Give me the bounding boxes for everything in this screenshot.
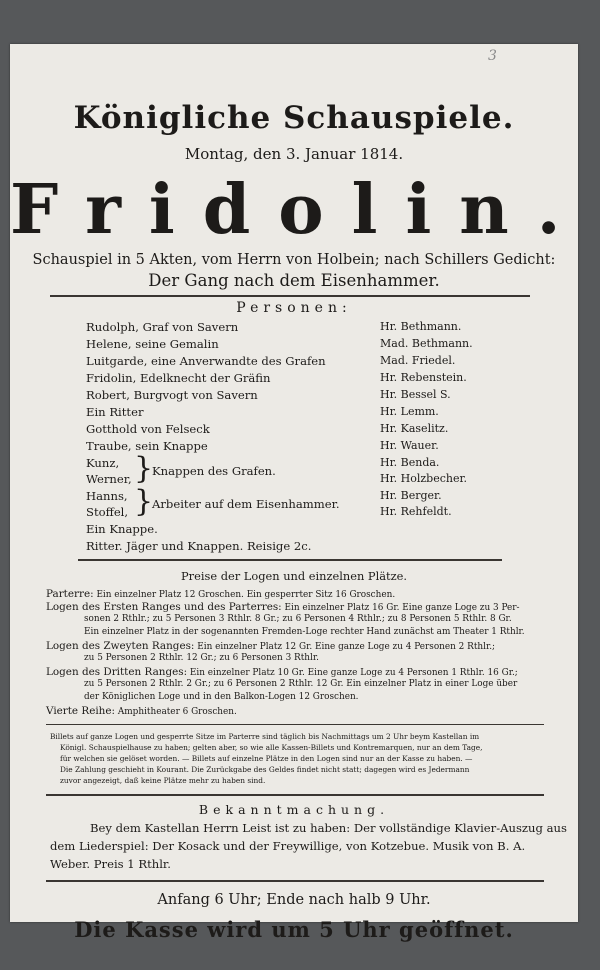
price-line bbox=[46, 601, 520, 613]
divider bbox=[78, 559, 502, 561]
cast-role: Robert, Burgvogt von Savern bbox=[86, 388, 258, 402]
cast-extra: Ein Knappe. bbox=[86, 522, 158, 536]
price-text: der Königlichen Loge und in den Balkon-Logen 12 Groschen. bbox=[84, 692, 359, 702]
cast-actor: Hr. Holzbecher. bbox=[380, 472, 468, 485]
announcement-line: dem Liederspiel: Der Kosack und der Freywillige, von Kotzebue. Musik von B. A. bbox=[50, 839, 526, 853]
cast-actor: Hr. Wauer. bbox=[380, 439, 439, 452]
price-line bbox=[84, 653, 319, 663]
cast-role: Gotthold von Felseck bbox=[86, 422, 210, 436]
price-text: zu 5 Personen 2 Rthlr. 12 Gr.; zu 6 Personen 3 Rthlr. bbox=[84, 653, 319, 663]
price-text: Amphitheater 6 Groschen. bbox=[117, 707, 237, 717]
price-key: Logen des Ersten Ranges und des Parterres: bbox=[46, 601, 282, 613]
cast-actor: Hr. Rebenstein. bbox=[380, 371, 467, 384]
subtitle-line-2: Der Gang nach dem Eisenhammer. bbox=[148, 271, 440, 290]
price-line bbox=[84, 627, 525, 637]
divider bbox=[50, 295, 530, 297]
subtitle-line-1: Schauspiel in 5 Akten, vom Herrn von Holbein; nach Schillers Gedicht: bbox=[32, 252, 556, 268]
cast-role: Werner, bbox=[86, 472, 132, 486]
ticket-note-line: für welchen sie gelöset worden. — Billets auf einzelne Plätze in den Logen sind nur an der Kasse zu haben. — bbox=[60, 754, 473, 763]
cast-role: Helene, seine Gemalin bbox=[86, 337, 219, 351]
page-number: 3 bbox=[488, 48, 497, 64]
brace-glyph: } bbox=[134, 451, 154, 486]
price-line bbox=[46, 705, 237, 717]
price-line bbox=[46, 588, 395, 600]
cast-actor: Hr. Bessel S. bbox=[380, 388, 451, 401]
price-text: Ein einzelner Platz 10 Gr. Eine ganze Loge zu 4 Personen 1 Rthlr. 16 Gr.; bbox=[189, 668, 518, 678]
divider bbox=[46, 880, 544, 882]
performance-times: Anfang 6 Uhr; Ende nach halb 9 Uhr. bbox=[157, 892, 431, 908]
price-line bbox=[46, 666, 518, 678]
cast-actor: Hr. Berger. bbox=[380, 489, 442, 502]
divider bbox=[46, 724, 544, 725]
play-title: Fridolin. bbox=[10, 170, 589, 250]
cast-actor: Mad. Bethmann. bbox=[380, 337, 473, 350]
cast-group-label: Knappen des Grafen. bbox=[152, 464, 276, 478]
price-key: Vierte Reihe: bbox=[46, 705, 116, 717]
playbill-sheet bbox=[10, 44, 589, 942]
price-key: Parterre: bbox=[46, 588, 94, 600]
cast-role: Hanns, bbox=[86, 489, 128, 503]
price-line bbox=[46, 640, 495, 652]
cast-role: Luitgarde, eine Anverwandte des Grafen bbox=[86, 354, 326, 368]
ticket-note-line: Billets auf ganze Logen und gesperrte Sitze im Parterre sind täglich bis Nachmittags um 2 Uhr beym Kastellan im bbox=[50, 732, 480, 741]
ticket-note-line: Königl. Schauspielhause zu haben; gelten aber, so wie alle Kassen-Billets und Kontremarquen, nur an dem Tage, bbox=[60, 743, 483, 752]
price-key: Logen des Dritten Ranges: bbox=[46, 666, 188, 678]
ticket-note-line: zuvor angezeigt, daß keine Plätze mehr zu haben sind. bbox=[60, 776, 266, 785]
announcement-line: Bey dem Kastellan Herrn Leist ist zu haben: Der vollständige Klavier-Auszug aus bbox=[90, 821, 567, 835]
cast-actor: Hr. Bethmann. bbox=[380, 320, 462, 333]
price-text: sonen 2 Rthlr.; zu 5 Personen 3 Rthlr. 8 Gr.; zu 6 Personen 4 Rthlr.; zu 8 Personen 5 Rthlr. 8 Gr. bbox=[84, 614, 512, 624]
performance-date: Montag, den 3. Januar 1814. bbox=[184, 145, 404, 163]
cast-role: Traube, sein Knappe bbox=[86, 439, 208, 453]
brace-glyph: } bbox=[134, 484, 154, 519]
price-text: Ein einzelner Platz 16 Gr. Eine ganze Loge zu 3 Per- bbox=[284, 603, 520, 613]
price-line bbox=[84, 614, 512, 624]
price-text: Ein einzelner Platz in der sogenannten Fremden-Loge rechter Hand zunächst am Theater 1 Rthlr. bbox=[84, 627, 525, 637]
cast-role: Rudolph, Graf von Savern bbox=[86, 320, 239, 334]
divider bbox=[46, 794, 544, 796]
price-text: zu 5 Personen 2 Rthlr. 2 Gr.; zu 6 Personen 2 Rthlr. 12 Gr. Ein einzelner Platz in einer Loge über bbox=[84, 679, 518, 689]
cast-role: Fridolin, Edelknecht der Gräfin bbox=[86, 371, 271, 385]
cast-heading: Personen: bbox=[236, 300, 352, 316]
price-line bbox=[84, 679, 517, 689]
cast-role: Kunz, bbox=[86, 456, 120, 470]
price-text: Ein einzelner Platz 12 Gr. Eine ganze Loge zu 4 Personen 2 Rthlr.; bbox=[197, 642, 496, 652]
price-text: Ein einzelner Platz 12 Groschen. Ein gesperrter Sitz 16 Groschen. bbox=[96, 590, 396, 600]
cast-extra: Ritter. Jäger und Knappen. Reisige 2c. bbox=[86, 539, 312, 553]
cast-actor: Hr. Benda. bbox=[380, 456, 440, 469]
theatre-name: Königliche Schauspiele. bbox=[73, 100, 515, 136]
ticket-note-line: Die Zahlung geschieht in Kourant. Die Zurückgabe des Geldes findet nicht statt; dagegen wird es Jedermann bbox=[60, 765, 470, 774]
cast-group-label: Arbeiter auf dem Eisenhammer. bbox=[152, 497, 340, 511]
cast-actor: Hr. Rehfeldt. bbox=[380, 505, 452, 518]
price-line bbox=[84, 692, 359, 702]
announcement-heading: Bekanntmachung. bbox=[198, 802, 390, 817]
box-office-opening: Die Kasse wird um 5 Uhr geöffnet. bbox=[74, 917, 514, 942]
cast-role: Stoffel, bbox=[86, 505, 129, 519]
announcement-line: Weber. Preis 1 Rthlr. bbox=[50, 857, 171, 871]
cast-actor: Hr. Lemm. bbox=[380, 405, 439, 418]
cast-actor: Hr. Kaselitz. bbox=[380, 422, 449, 435]
cast-actor: Mad. Friedel. bbox=[380, 354, 456, 367]
prices-heading: Preise der Logen und einzelnen Plätze. bbox=[181, 569, 407, 583]
price-key: Logen des Zweyten Ranges: bbox=[46, 640, 195, 652]
cast-role: Ein Ritter bbox=[86, 405, 144, 419]
